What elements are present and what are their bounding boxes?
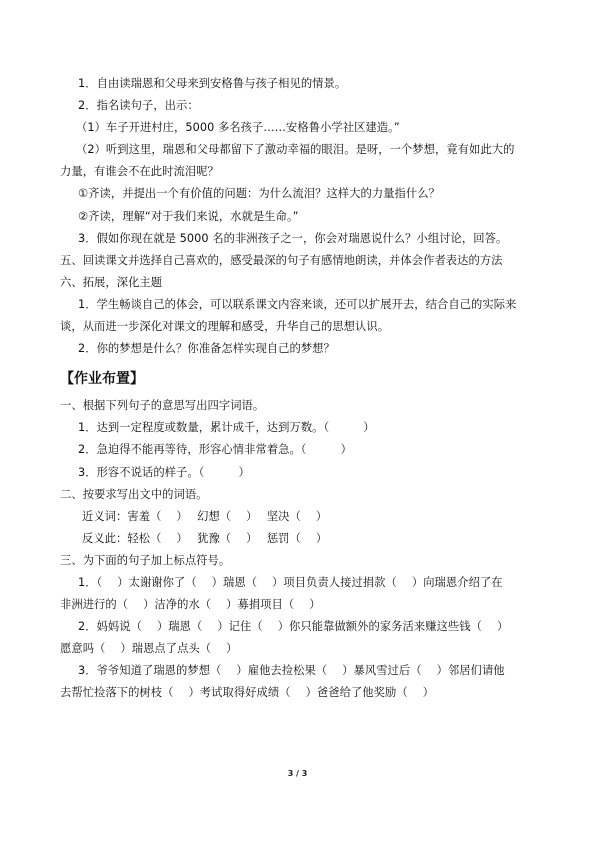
text-line: ②齐读，理解“对于我们来说，水就是生命。” <box>78 209 299 223</box>
text-line: 1．自由读瑞恩和父母来到安格鲁与孩子相见的情景。 <box>78 77 347 90</box>
text-line: 3．爷爷知道了瑞恩的梦想（ ）雇他去捡松果（ ）暴风雪过后（ ）邻居们请他 <box>78 664 505 678</box>
text-line: 1．达到一定程度或数量，累计成千，达到万数。（ ） <box>78 421 375 435</box>
text-line: ①齐读，并提出一个有价值的问题：为什么流泪？这样大的力量指什么？ <box>78 187 440 201</box>
text-line: 三、为下面的句子加上标点符号。 <box>60 553 231 567</box>
text-line: 2．指名读句子，出示： <box>78 99 199 113</box>
text-line: 力量，有谁会不在此时流泪呢？ <box>60 165 219 179</box>
text-line: 六、拓展，深化主题 <box>60 275 163 289</box>
text-line: 3．假如你现在就是 5000 名的非洲孩子之一，你会对瑞恩说什么？小组讨论，回答。 <box>78 231 508 245</box>
text-line: 3．形容不说话的样子。（ ） <box>78 465 250 479</box>
homework-heading: 【作业布置】 <box>60 371 144 388</box>
lesson-steps <box>60 73 540 360</box>
text-line: （2）听到这里，瑞恩和父母都留下了激动幸福的眼泪。是呀，一个梦想，竟有如此大的 <box>76 143 515 157</box>
text-line: 谈，从而进一步深化对课文的理解和感受，升华自己的思想认识。 <box>60 320 390 334</box>
text-line: 反义此：轻松（ ） 犹豫（ ） 惩罚（ ） <box>82 531 328 545</box>
text-line: 去帮忙捡落下的树枝（ ）考试取得好成绩（ ）爸爸给了他奖励（ ） <box>60 686 435 700</box>
text-line: 1．学生畅谈自己的体会，可以联系课文内容来谈，还可以扩展开去，结合自己的实际来 <box>78 297 517 311</box>
text-line: 非洲进行的（ ）洁净的水（ ）募捐项目（ ） <box>60 598 321 612</box>
text-line: 二、按要求写出文中的词语。 <box>60 487 208 501</box>
page-number: 3 / 3 <box>287 769 308 778</box>
text-line: 2．妈妈说（ ）瑞恩（ ）记住（ ）你只能靠做额外的家务活来赚这些钱（ ） <box>78 620 509 634</box>
text-line: 五、回读课文并选择自己喜欢的，感受最深的句子有感情地朗读，并体会作者表达的方法 <box>60 253 503 267</box>
text-line: 2．急迫得不能再等待，形容心情非常着急。（ ） <box>78 443 352 457</box>
text-line: 2．你的梦想是什么？你准备怎样实现自己的梦想？ <box>78 342 335 356</box>
text-line: 1．（ ）太谢谢你了（ ）瑞恩（ ）项目负责人接过捐款（ ）向瑞恩介绍了在 <box>78 575 503 589</box>
text-line: 一、根据下列句子的意思写出四字词语。 <box>60 399 265 413</box>
homework-exercises <box>60 395 540 704</box>
text-line: 近义词：害羞（ ） 幻想（ ） 坚决（ ） <box>82 509 328 523</box>
page-content <box>60 73 540 705</box>
text-line: 愿意吗（ ）瑞恩点了点头（ ） <box>60 642 238 656</box>
text-line: （1）车子开进村庄，5000 多名孩子……安格鲁小学社区建造。” <box>76 121 400 135</box>
